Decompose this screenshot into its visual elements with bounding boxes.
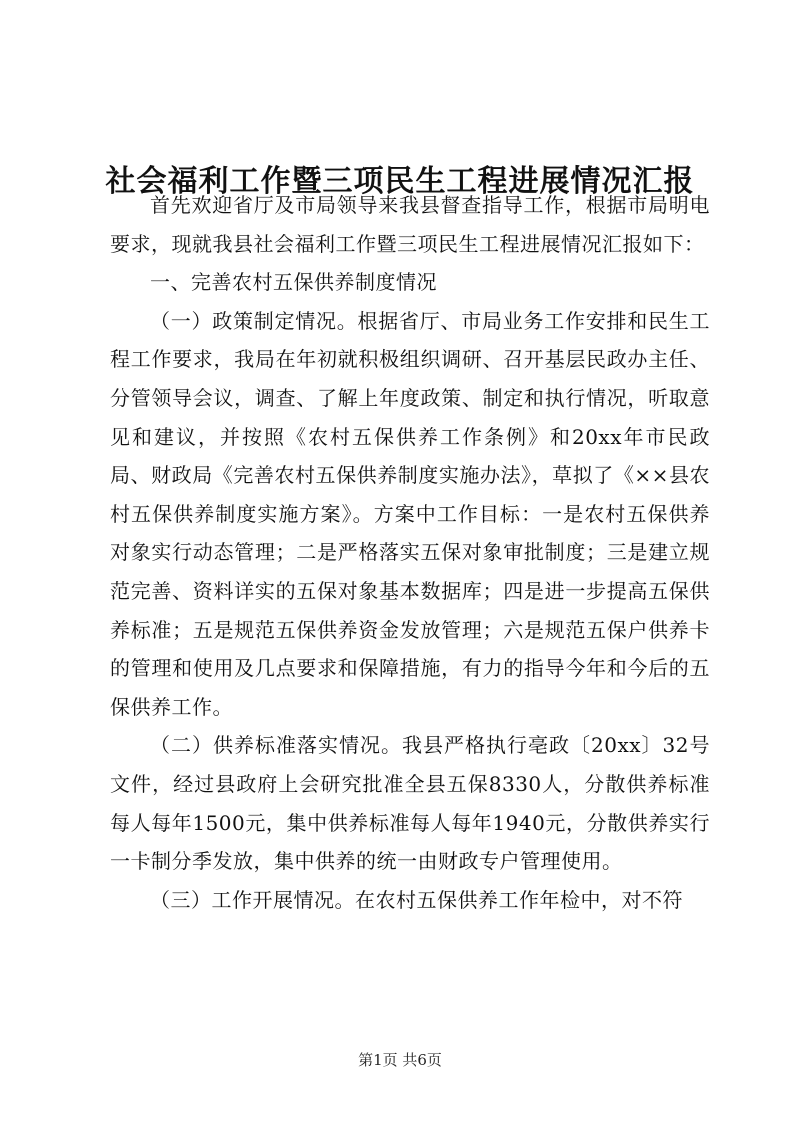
standard-paragraph: （二）供养标准落实情况。我县严格执行亳政〔20xx〕32号文件，经过县政府上会研究批准全县五保8330人，分散供养标准每人每年1500元，集中供养标准每人每年1940元，分散供养实行一卡制分季发放，集中供养的统一由财政专户管理使用。 <box>110 733 710 874</box>
intro-paragraph: 首先欢迎省厅及市局领导来我县督查指导工作，根据市局明电要求，现就我县社会福利工作暨三项民生工程进展情况汇报如下： <box>110 193 710 256</box>
page-indicator: 第1页 共6页 <box>358 1051 442 1069</box>
policy-paragraph: （一）政策制定情况。根据省厅、市局业务工作安排和民生工程工作要求，我局在年初就积极组织调研、召开基层民政办主任、分管领导会议，调查、了解上年度政策、制定和执行情况，听取意见和建议，并按照《农村五保供养工作条例》和20xx年市民政局、财政局《完善农村五保供养制度实施办法》，草拟了《××县农村五保供养制度实施方案》。方案中工作目标：一是农村五保供养对象实行动态管理；二是严格落实五保对象审批制度；三是建立规范完善、资料详实的五保对象基本数据库；四是进一步提高五保供养标准；五是规范五保供养资金发放管理；六是规范五保户供养卡的管理和使用及几点要求和保障措施，有力的指导今年和今后的五保供养工作。 <box>110 308 710 719</box>
progress-paragraph: （三）工作开展情况。在农村五保供养工作年检中，对不符 <box>150 887 683 912</box>
document-title: 社会福利工作暨三项民生工程进展情况汇报 <box>105 164 695 200</box>
document-body <box>110 186 710 919</box>
section-heading: 一、完善农村五保供养制度情况 <box>150 270 437 295</box>
